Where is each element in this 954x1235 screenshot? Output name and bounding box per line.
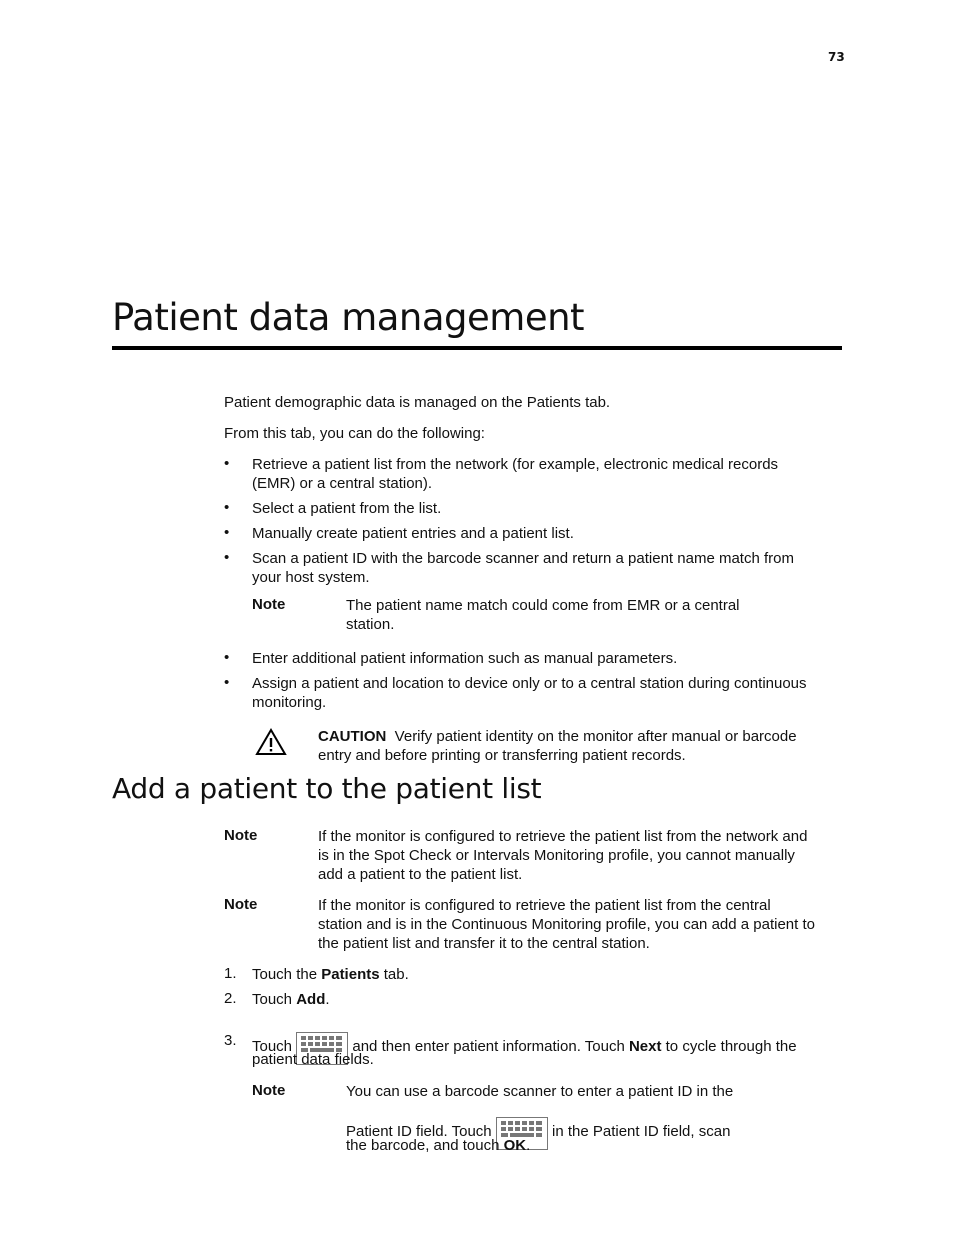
note-text-cont: is in the Spot Check or Intervals Monitoring profile, you cannot manually xyxy=(318,847,795,864)
note-text-cont: add a patient to the patient list. xyxy=(318,866,523,883)
bullet-symbol: • xyxy=(224,455,230,472)
caution-text-cont: entry and before printing or transferring patient records. xyxy=(318,747,686,764)
step-text: Touch Add. xyxy=(252,991,330,1008)
step-text-cont: patient data fields. xyxy=(252,1051,374,1068)
note-text-cont: the barcode, and touch OK. xyxy=(346,1137,531,1154)
note-label: Note xyxy=(252,596,286,613)
bullet-symbol: • xyxy=(224,674,230,691)
step-text: Touch the Patients tab. xyxy=(252,966,409,983)
chapter-title: Patient data management xyxy=(112,296,585,339)
note-label: Note xyxy=(224,896,258,913)
intro-paragraph-1: Patient demographic data is managed on the Patients tab. xyxy=(224,394,611,411)
bullet-text: Scan a patient ID with the barcode scanner and return a patient name match from xyxy=(252,550,794,567)
step-number: 2. xyxy=(224,990,237,1007)
caution-text xyxy=(318,727,797,746)
step-text: Touch and then enter patient information. Touch Next to cycle through the xyxy=(252,1032,842,1065)
bullet-text-cont: (EMR) or a central station). xyxy=(252,475,433,492)
note-text: You can use a barcode scanner to enter a patient ID in the xyxy=(346,1083,734,1100)
bullet-symbol: • xyxy=(224,649,230,666)
step-number: 3. xyxy=(224,1032,237,1049)
page-number: 73 xyxy=(828,50,845,64)
note-label: Note xyxy=(224,827,258,844)
note-text-cont: Patient ID field. Touch in the Patient ID field, scan xyxy=(346,1117,730,1150)
section-title: Add a patient to the patient list xyxy=(112,772,542,805)
warning-triangle-icon xyxy=(255,728,287,761)
bullet-symbol: • xyxy=(224,549,230,566)
bullet-symbol: • xyxy=(224,499,230,516)
bullet-text: Select a patient from the list. xyxy=(252,500,442,517)
bullet-text: Assign a patient and location to device only or to a central station during continuous xyxy=(252,675,807,692)
bullet-text-cont: monitoring. xyxy=(252,694,327,711)
note-text-cont: station and is in the Continuous Monitoring profile, you can add a patient to xyxy=(318,916,815,933)
ok-button-ref: OK xyxy=(503,1137,527,1154)
bullet-text: Enter additional patient information such as manual parameters. xyxy=(252,650,678,667)
title-rule xyxy=(112,346,842,350)
note-label: Note xyxy=(252,1082,286,1099)
bullet-text: Retrieve a patient list from the network (for example, electronic medical records xyxy=(252,456,779,473)
note-text-cont: station. xyxy=(346,616,395,633)
caution-line-1: Verify patient identity on the monitor after manual or barcode xyxy=(394,728,797,745)
note-text-cont: the patient list and transfer it to the central station. xyxy=(318,935,650,952)
bullet-text: Manually create patient entries and a patient list. xyxy=(252,525,574,542)
bullet-text-cont: your host system. xyxy=(252,569,370,586)
note-text: The patient name match could come from EMR or a central xyxy=(346,597,740,614)
bullet-symbol: • xyxy=(224,524,230,541)
step-number: 1. xyxy=(224,965,237,982)
add-button-ref: Add xyxy=(296,991,326,1008)
intro-paragraph-2: From this tab, you can do the following: xyxy=(224,425,485,442)
caution-label: CAUTION xyxy=(318,728,387,745)
next-button-ref: Next xyxy=(628,1038,662,1055)
note-text: If the monitor is configured to retrieve the patient list from the network and xyxy=(318,828,808,845)
patients-tab-ref: Patients xyxy=(321,966,380,983)
note-text: If the monitor is configured to retrieve the patient list from the central xyxy=(318,897,771,914)
